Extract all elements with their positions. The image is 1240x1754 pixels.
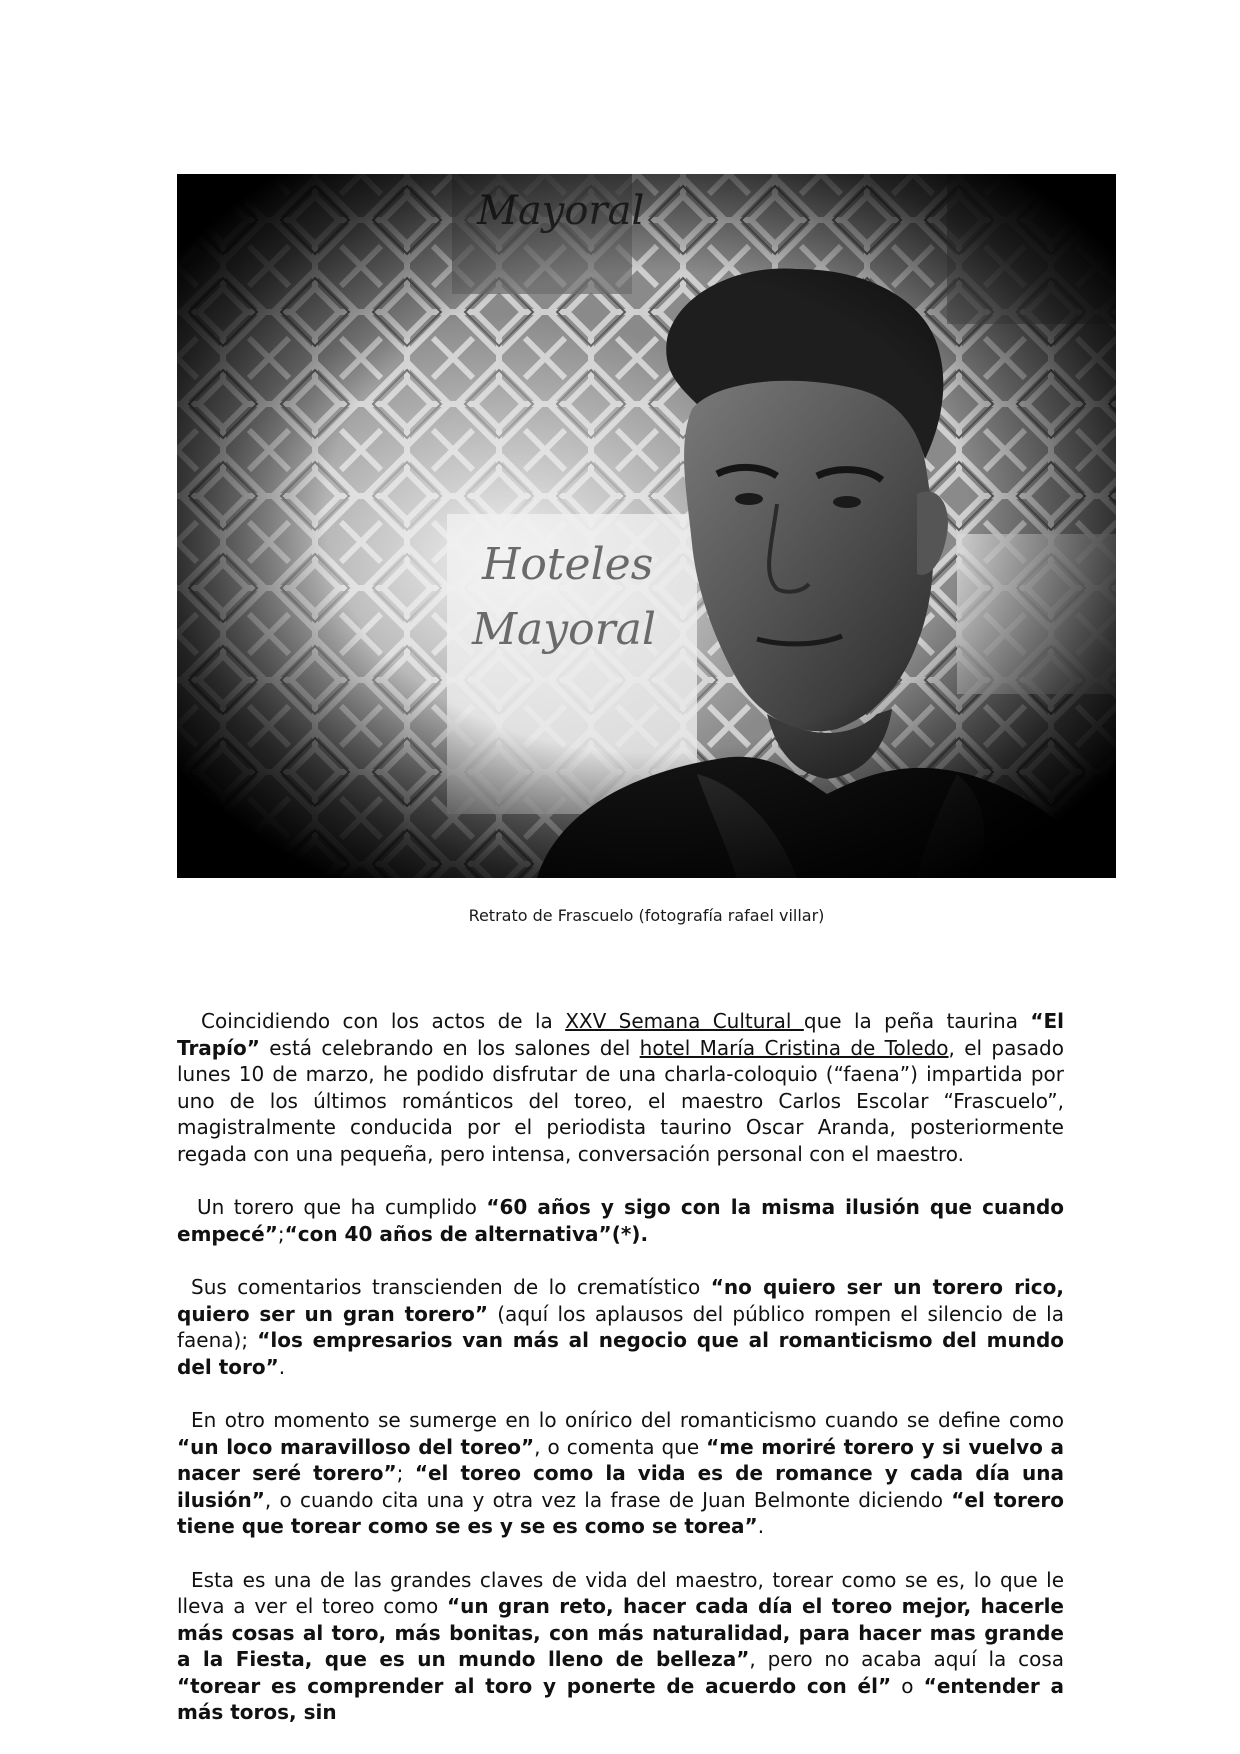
p2-text-a: Un torero que ha cumplido [197, 1195, 487, 1219]
p4-text-e: . [757, 1514, 765, 1538]
p4-bold-4: “el torero tiene que torear como se es y se es como se torea” [177, 1487, 1065, 1538]
p5-bold-3: “entender a más toros, sin [177, 1673, 1064, 1724]
p2-text-b: ; [277, 1221, 285, 1246]
p1-text-a: Coincidiendo con los actos de la [201, 1009, 566, 1033]
p5-text-b: , pero no acaba aquí la cosa [749, 1647, 1064, 1671]
p3-text-b: (aquí los aplausos del público rompen el silencio de la faena); [177, 1301, 1064, 1352]
paragraph-1 [177, 1008, 1064, 1167]
p5-text-a: Esta es una de las grandes claves de vida del maestro, torear como se es, lo que le lleva a ver el toreo como [177, 1567, 1064, 1618]
link-semana-cultural[interactable]: XXV Semana Cultural [565, 1009, 804, 1033]
p4-text-d: , o cuando cita una y otra vez la frase de Juan Belmonte diciendo [264, 1487, 952, 1512]
paragraph-5 [177, 1567, 1064, 1726]
paragraph-3 [177, 1274, 1064, 1380]
p1-text-c: está celebrando en los salones del [259, 1035, 640, 1060]
p2-bold-1: “60 años y sigo con la misma ilusión que cuando empecé” [177, 1195, 1065, 1246]
p3-text-a: Sus comentarios transcienden de lo crematístico [191, 1275, 711, 1299]
p1-bold-el-trapio: “El Trapío” [177, 1009, 1065, 1060]
p5-bold-2: “torear es comprender al toro y ponerte de acuerdo con él” [177, 1673, 892, 1698]
portrait-image [177, 174, 1116, 878]
p4-bold-3: “el toreo como la vida es de romance y cada día una ilusión” [177, 1461, 1064, 1512]
paragraph-2 [177, 1194, 1064, 1247]
p4-bold-2: “me moriré torero y si vuelvo a nacer seré torero” [177, 1434, 1064, 1485]
p2-bold-2: “con 40 años de alternativa”(*). [284, 1221, 649, 1246]
p4-text-a: En otro momento se sumerge en lo onírico del romanticismo cuando se define como [191, 1408, 1064, 1432]
p1-text-d: , el pasado lunes 10 de marzo, he podido disfrutar de una charla-coloquio (“faena”) impartida por uno de los últimos románticos del toreo, el maestro Carlos Escolar “Frascuelo”, magistralmente conducida por el periodista taurino Oscar Aranda, posteriormente regada con una pequeña, pero intensa, conversación personal con el maestro. [177, 1035, 1064, 1166]
p5-text-c: o [891, 1673, 924, 1698]
article-body [177, 1008, 1064, 1753]
p3-bold-1: “no quiero ser un torero rico, quiero ser un gran torero” [177, 1275, 1064, 1326]
p4-bold-1: “un loco maravilloso del toreo” [177, 1434, 535, 1459]
p1-text-b: que la peña taurina [803, 1009, 1031, 1033]
p4-text-c: ; [396, 1461, 415, 1485]
p4-text-b: , o comenta que [534, 1434, 707, 1459]
p3-bold-2: “los empresarios van más al negocio que al romanticismo del mundo del toro” [177, 1328, 1065, 1379]
paragraph-4 [177, 1407, 1064, 1540]
p3-text-c: . [278, 1354, 286, 1379]
p5-bold-1: “un gran reto, hacer cada día el toreo mejor, hacerle más cosas al toro, más bonitas, con más naturalidad, para hacer mas grande a la Fiesta, que es un mundo lleno de belleza” [177, 1594, 1064, 1671]
portrait-photo [177, 174, 1116, 878]
photo-caption: Retrato de Frascuelo (fotografía rafael villar) [468, 906, 825, 925]
link-hotel-maria-cristina[interactable]: hotel María Cristina de Toledo [639, 1035, 949, 1060]
